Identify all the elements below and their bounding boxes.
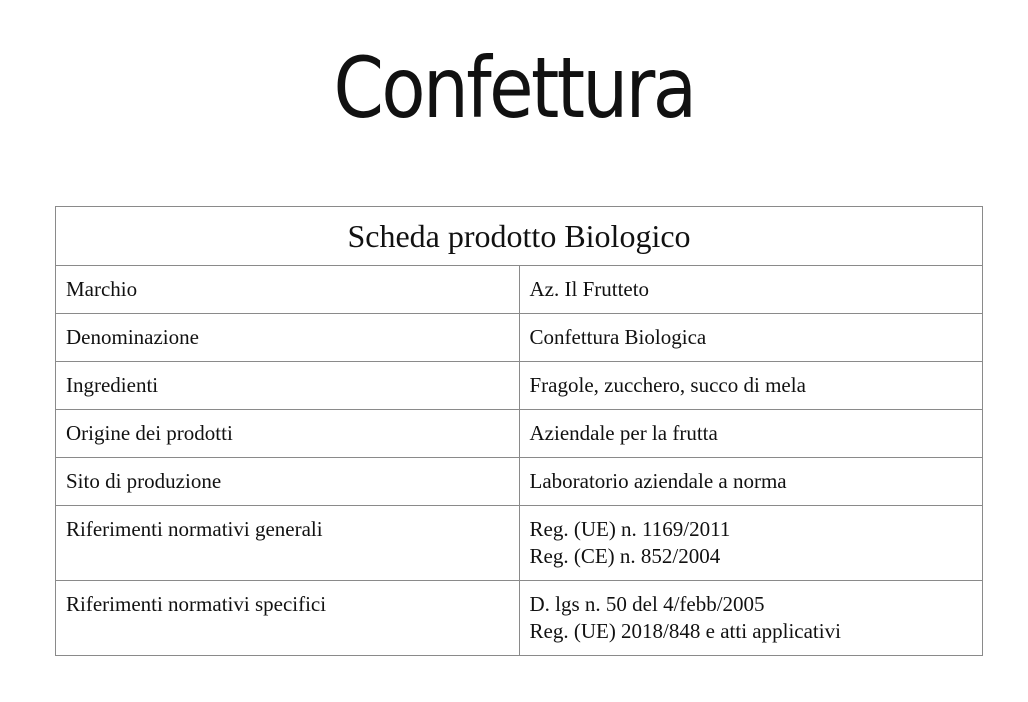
- row-value: Aziendale per la frutta: [519, 410, 983, 458]
- row-label: Ingredienti: [56, 362, 520, 410]
- row-value: Laboratorio aziendale a norma: [519, 458, 983, 506]
- row-label: Denominazione: [56, 314, 520, 362]
- table-row-riferimenti-specifici: [56, 581, 983, 656]
- row-value-line: Reg. (CE) n. 852/2004: [529, 544, 721, 568]
- row-value: [519, 581, 983, 656]
- product-sheet-table: [55, 206, 983, 656]
- row-value-line: Reg. (UE) n. 1169/2011: [529, 517, 731, 541]
- table-row-ingredienti: [56, 362, 983, 410]
- row-value-line: Reg. (UE) 2018/848 e atti applicativi: [529, 619, 841, 643]
- table-row-marchio: [56, 266, 983, 314]
- row-value-line: D. lgs n. 50 del 4/febb/2005: [529, 592, 765, 616]
- row-value: Fragole, zucchero, succo di mela: [519, 362, 983, 410]
- row-label: Sito di produzione: [56, 458, 520, 506]
- row-label: Marchio: [56, 266, 520, 314]
- table-header-row: [56, 207, 983, 266]
- row-label: Origine dei prodotti: [56, 410, 520, 458]
- row-value: Az. Il Frutteto: [519, 266, 983, 314]
- row-value: Confettura Biologica: [519, 314, 983, 362]
- table-row-denominazione: [56, 314, 983, 362]
- table-row-riferimenti-generali: [56, 506, 983, 581]
- page-title: Confettura: [333, 39, 695, 137]
- row-label: Riferimenti normativi generali: [56, 506, 520, 581]
- table-header: Scheda prodotto Biologico: [56, 207, 983, 266]
- table-row-sito: [56, 458, 983, 506]
- row-value: [519, 506, 983, 581]
- row-label: Riferimenti normativi specifici: [56, 581, 520, 656]
- table-row-origine: [56, 410, 983, 458]
